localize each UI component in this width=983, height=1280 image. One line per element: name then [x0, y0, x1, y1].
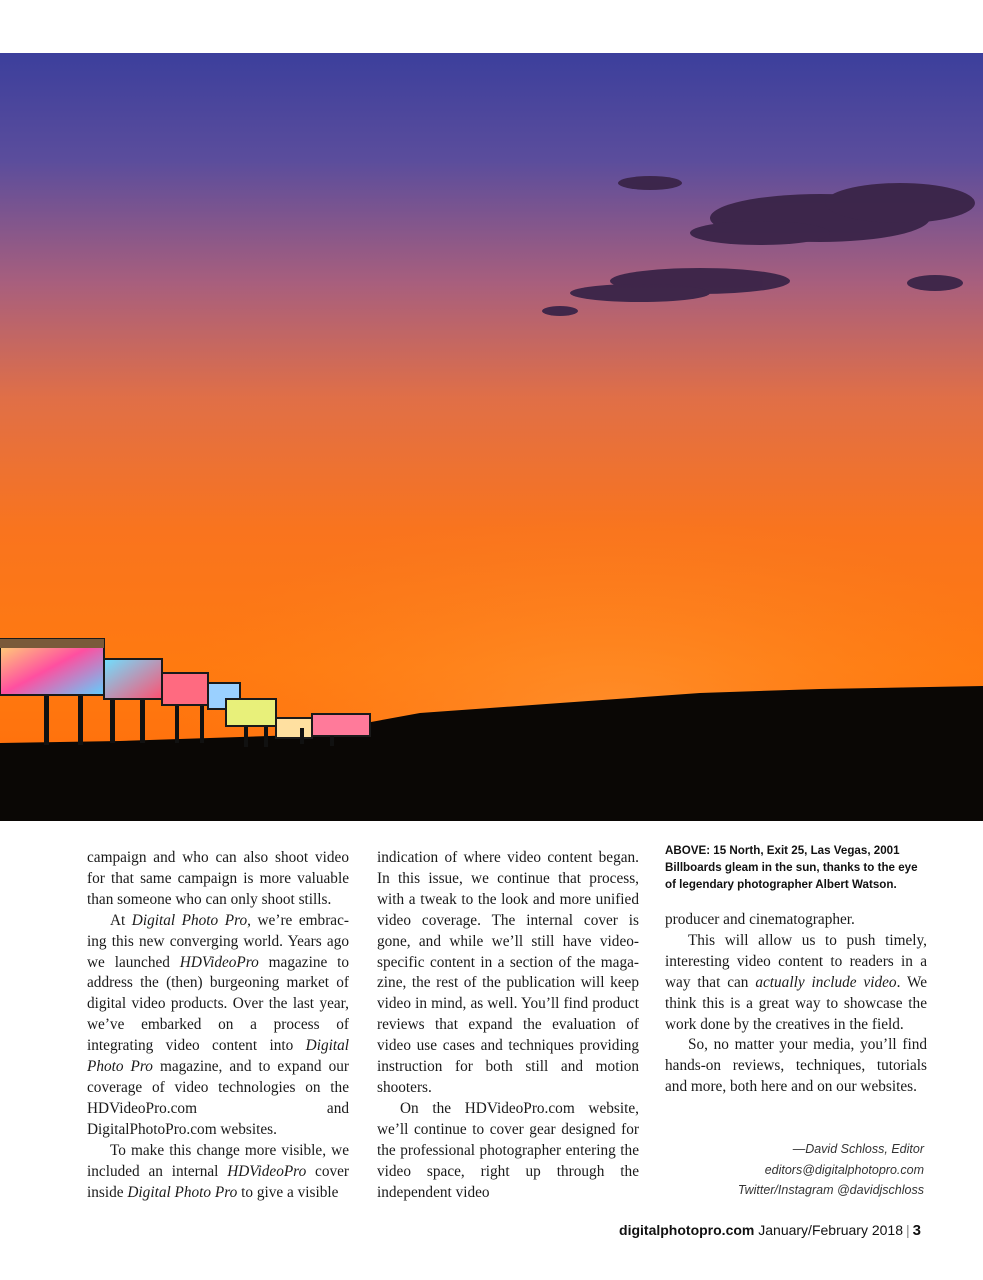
page-number: 3: [912, 1222, 921, 1239]
editor-signature: [738, 1139, 924, 1201]
text-run: . We think this is a great way to showcase the work done by the creatives in the field.: [665, 973, 928, 1033]
paragraph: So, no matter your media, you’ll find hands-on reviews, techniques, tutorials and more, both here and on our websites.: [665, 1036, 927, 1096]
text-run: magazine, and to expand our coverage of video technologies on the HDVideoPro.com and DigitalPhotoPro.com websites.: [87, 1058, 349, 1138]
hero-photo: [0, 53, 983, 821]
caption-line: of legendary photographer Albert Watson.: [665, 878, 897, 891]
page-footer: [619, 1222, 921, 1239]
text-column-2: [377, 848, 639, 1203]
text-run: cover inside: [87, 1162, 349, 1201]
publication-name: HDVideoPro: [227, 1162, 307, 1180]
paragraph: producer and cinematographer.: [665, 911, 855, 928]
footer-site: digitalphotopro.com: [619, 1222, 755, 1238]
paragraph: indication of where video content began. In this issue, we continue that process, with a tweak to the look and more unified video coverage. The internal cover is gone, and while we’ll still have video-specific content in a section of the magazine, the rest of the publication will keep video in mind, as well. You’ll find product reviews that expand the evaluation of video use cases and techniques providing instruction for both still and motion shooters.: [377, 849, 639, 1096]
editor-name: —David Schloss, Editor: [792, 1142, 924, 1156]
paragraph: On the HDVideoPro.com website, we’ll continue to cover gear designed for the professional photographer entering the video space, right up through the independent video: [377, 1099, 639, 1201]
publication-name: Digital Photo Pro: [87, 1037, 349, 1076]
text-run: At: [109, 911, 132, 929]
text-column-3: [665, 910, 927, 1098]
text-column-1: [87, 848, 349, 1203]
paragraph: [87, 911, 349, 1141]
photo-caption: [665, 842, 927, 893]
publication-name: Digital Photo Pro: [127, 1183, 238, 1201]
paragraph: [87, 1141, 349, 1204]
caption-line: Billboards gleam in the sun, thanks to the eye: [665, 861, 918, 874]
publication-name: HDVideoPro: [179, 953, 259, 971]
paragraph: [665, 931, 927, 1036]
text-run: to give a visible: [237, 1183, 339, 1201]
paragraph: campaign and who can also shoot video for that same campaign is more valuable than someone who can only shoot stills.: [87, 849, 349, 908]
emphasis: actually include video: [755, 973, 897, 991]
editor-email: editors@digitalphotopro.com: [764, 1162, 924, 1177]
sunset-billboards-image: [0, 53, 983, 821]
text-run: To make this change more visible, we included an internal: [87, 1141, 349, 1180]
text-run: This will allow us to push timely, interesting video content to readers in a way that can: [665, 931, 927, 991]
caption-title: ABOVE: 15 North, Exit 25, Las Vegas, 2001: [665, 844, 900, 857]
publication-name: Digital Photo Pro: [131, 911, 248, 929]
footer-separator: |: [906, 1222, 910, 1238]
editor-social: Twitter/Instagram @davidjschloss: [737, 1183, 924, 1197]
text-run: magazine to address the (then) burgeoning market of digital video products. Over the last year, we’ve embarked on a process of integrating video content into: [87, 953, 350, 1055]
footer-issue: January/February 2018: [758, 1222, 904, 1238]
text-run: , we’re embracing this new converging world. Years ago we launched: [87, 911, 349, 971]
